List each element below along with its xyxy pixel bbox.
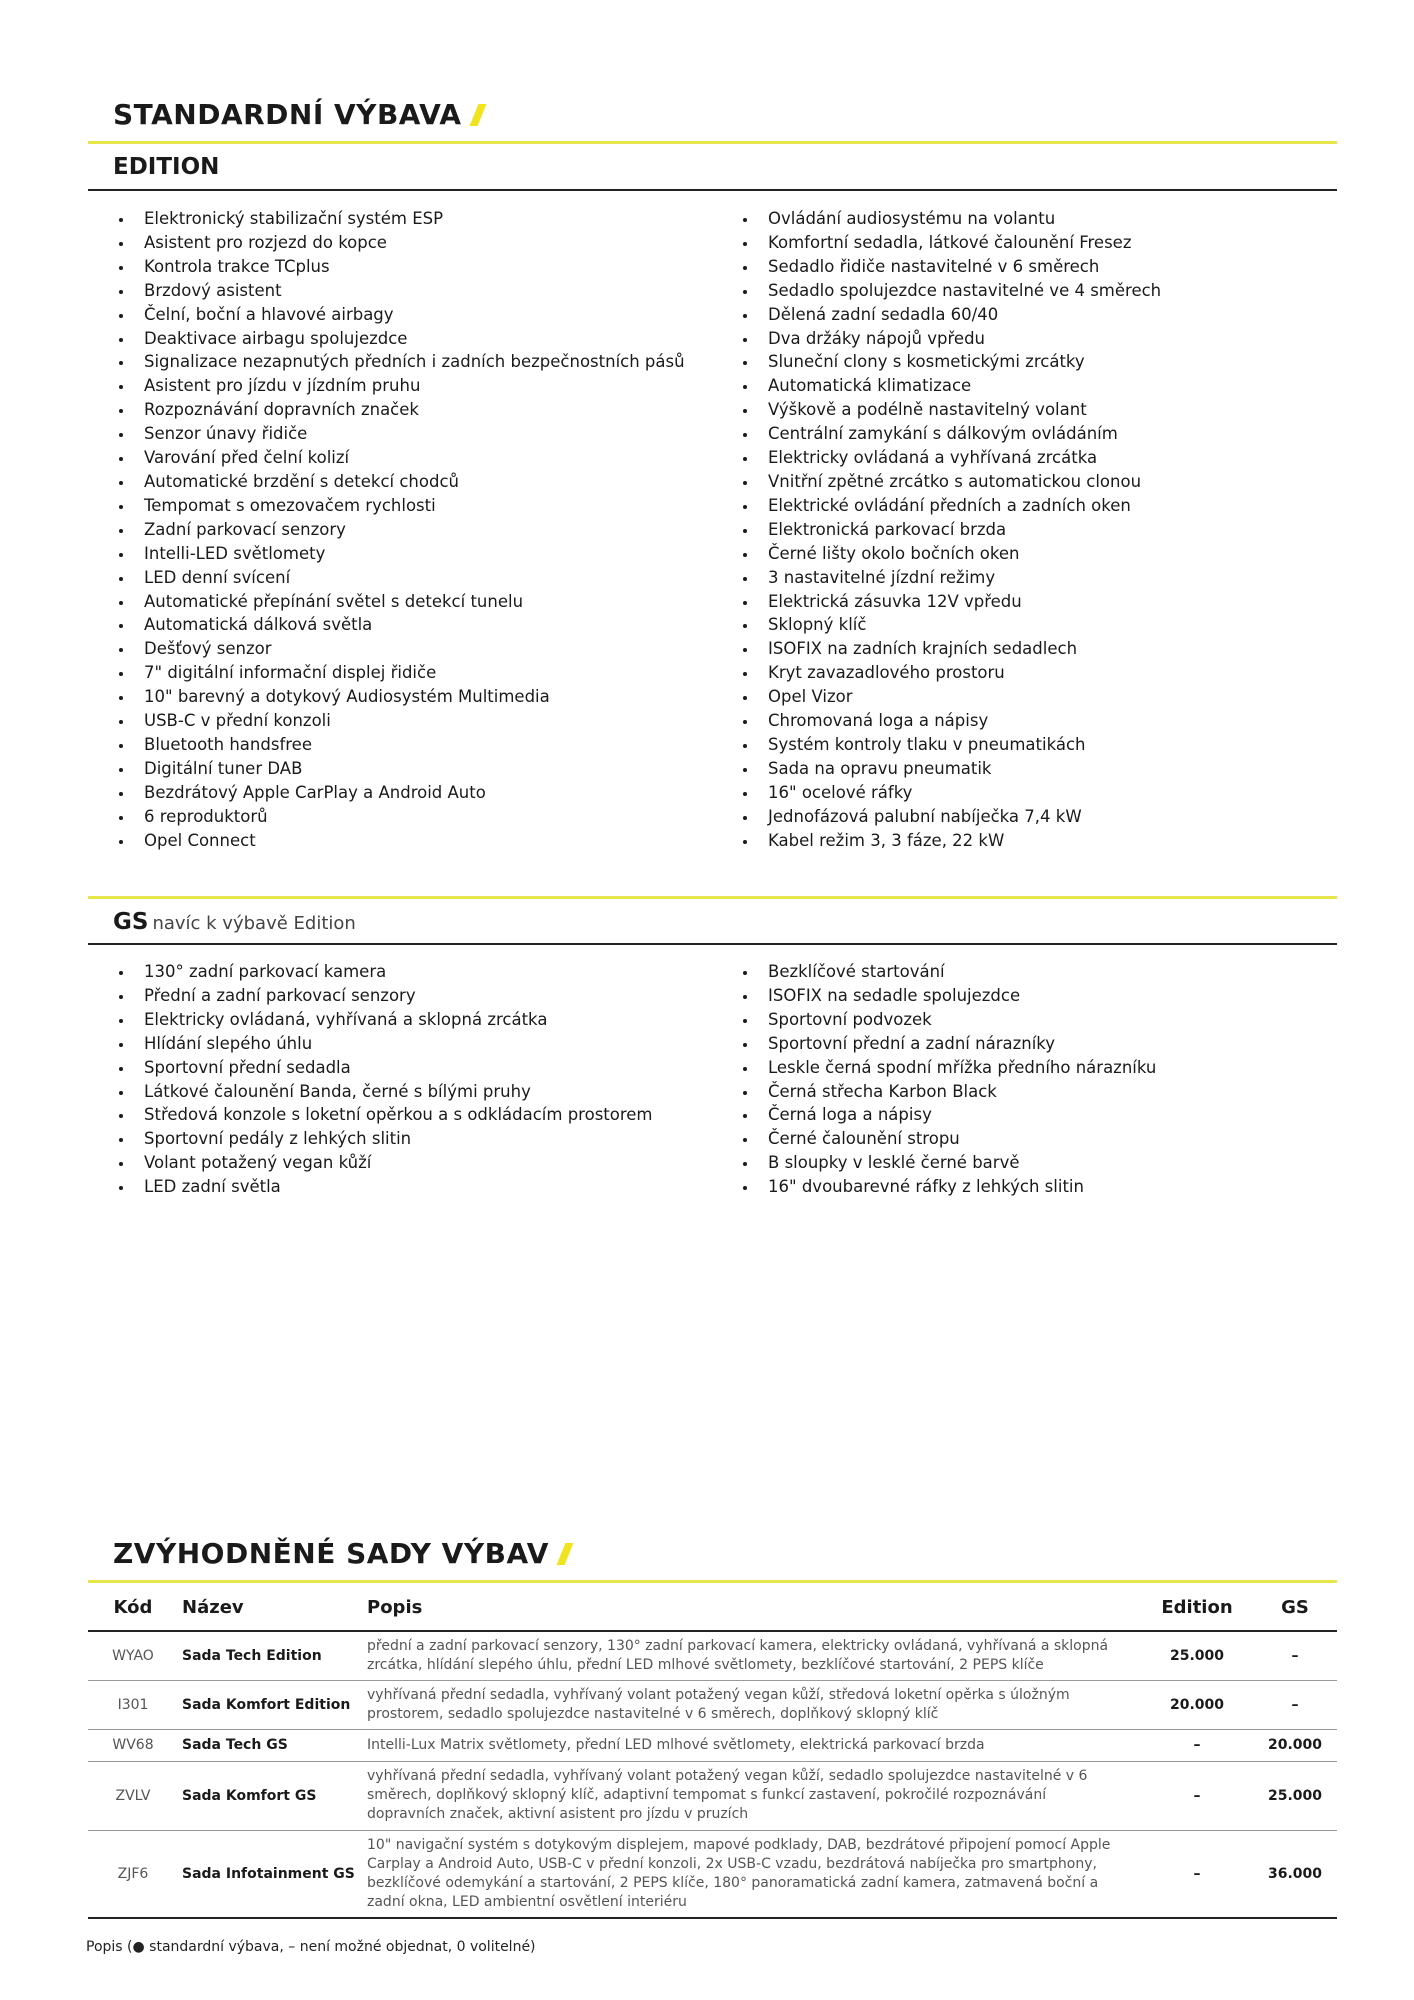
- list-item: Komfortní sedadla, látkové čalounění Fresez: [740, 231, 1161, 255]
- list-item: Sklopný klíč: [740, 613, 1161, 637]
- gs-price-cell: 36.000: [1253, 1830, 1337, 1918]
- list-item: Digitální tuner DAB: [116, 757, 685, 781]
- list-item: Brzdový asistent: [116, 279, 685, 303]
- list-item: Volant potažený vegan kůží: [116, 1151, 653, 1175]
- list-item: Asistent pro rozjezd do kopce: [116, 231, 685, 255]
- list-item: Kontrola trakce TCplus: [116, 255, 685, 279]
- list-item: Sedadlo spolujezdce nastavitelné ve 4 směrech: [740, 279, 1161, 303]
- col-desc: Popis: [367, 1594, 1141, 1631]
- list-item: Senzor únavy řidiče: [116, 422, 685, 446]
- list-item: Vnitřní zpětné zrcátko s automatickou clonou: [740, 470, 1161, 494]
- list-item: Elektrická zásuvka 12V vpředu: [740, 590, 1161, 614]
- list-item: Sportovní podvozek: [740, 1008, 1156, 1032]
- list-item: Zadní parkovací senzory: [116, 518, 685, 542]
- code-cell: I301: [88, 1680, 178, 1729]
- list-item: ISOFIX na sedadle spolujezdce: [740, 984, 1156, 1008]
- list-item: Chromovaná loga a nápisy: [740, 709, 1161, 733]
- list-item: Výškově a podélně nastavitelný volant: [740, 398, 1161, 422]
- edition-list-left: [116, 207, 685, 852]
- list-item: Signalizace nezapnutých předních i zadních bezpečnostních pásů: [116, 350, 685, 374]
- table-row: [88, 1680, 1337, 1729]
- accent-divider: [88, 1580, 1337, 1583]
- code-cell: WYAO: [88, 1631, 178, 1680]
- packages-table: [88, 1594, 1337, 1919]
- list-item: Černé lišty okolo bočních oken: [740, 542, 1161, 566]
- list-item: Automatická klimatizace: [740, 374, 1161, 398]
- list-item: USB-C v přední konzoli: [116, 709, 685, 733]
- gs-heading: [113, 909, 356, 935]
- edition-price-cell: 20.000: [1141, 1680, 1253, 1729]
- list-item: Sluneční clony s kosmetickými zrcátky: [740, 350, 1161, 374]
- list-item: 16" ocelové ráfky: [740, 781, 1161, 805]
- col-code: Kód: [88, 1594, 178, 1631]
- list-item: Automatická dálková světla: [116, 613, 685, 637]
- desc-cell: vyhřívaná přední sedadla, vyhřívaný volant potažený vegan kůží, středová loketní opěrka s úložným prostorem, sedadlo spolujezdce nastavitelné v 6 směrech, doplňkový sklopný klíč: [367, 1680, 1141, 1729]
- accent-divider: [88, 896, 1337, 899]
- list-item: Přední a zadní parkovací senzory: [116, 984, 653, 1008]
- list-item: ISOFIX na zadních krajních sedadlech: [740, 637, 1161, 661]
- list-item: Elektronický stabilizační systém ESP: [116, 207, 685, 231]
- list-item: Černé čalounění stropu: [740, 1127, 1156, 1151]
- name-cell: Sada Komfort Edition: [178, 1680, 367, 1729]
- list-item: Automatické brzdění s detekcí chodců: [116, 470, 685, 494]
- name-cell: Sada Komfort GS: [178, 1761, 367, 1830]
- accent-divider: [88, 141, 1337, 144]
- list-item: Deaktivace airbagu spolujezdce: [116, 327, 685, 351]
- list-item: Látkové čalounění Banda, černé s bílými pruhy: [116, 1080, 653, 1104]
- list-item: LED denní svícení: [116, 566, 685, 590]
- list-item: 7" digitální informační displej řidiče: [116, 661, 685, 685]
- list-item: Elektrické ovládání předních a zadních oken: [740, 494, 1161, 518]
- list-item: 10" barevný a dotykový Audiosystém Multimedia: [116, 685, 685, 709]
- col-edition: Edition: [1141, 1594, 1253, 1631]
- edition-list-right: [740, 207, 1161, 852]
- list-item: 130° zadní parkovací kamera: [116, 960, 653, 984]
- name-cell: Sada Infotainment GS: [178, 1830, 367, 1918]
- list-item: Černá loga a nápisy: [740, 1103, 1156, 1127]
- col-name: Název: [178, 1594, 367, 1631]
- gs-divider: [88, 943, 1337, 945]
- code-cell: ZJF6: [88, 1830, 178, 1918]
- list-item: Intelli-LED světlomety: [116, 542, 685, 566]
- list-item: Kryt zavazadlového prostoru: [740, 661, 1161, 685]
- desc-cell: přední a zadní parkovací senzory, 130° zadní parkovací kamera, elektricky ovládaná, vyhřívaná a sklopná zrcátka, hlídání slepého úhlu, přední LED mlhové světlomety, bezklíčové startování, 2 PEPS klíče: [367, 1631, 1141, 1680]
- list-item: Sada na opravu pneumatik: [740, 757, 1161, 781]
- list-item: 16" dvoubarevné ráfky z lehkých slitin: [740, 1175, 1156, 1199]
- name-cell: Sada Tech Edition: [178, 1631, 367, 1680]
- section-title-text: STANDARDNÍ VÝBAVA: [113, 98, 462, 131]
- gs-price-cell: –: [1253, 1680, 1337, 1729]
- list-item: B sloupky v lesklé černé barvě: [740, 1151, 1156, 1175]
- section-title-text: ZVÝHODNĚNÉ SADY VÝBAV: [113, 1537, 549, 1570]
- gs-heading-label: GS: [113, 909, 149, 935]
- list-item: Dělená zadní sedadla 60/40: [740, 303, 1161, 327]
- name-cell: Sada Tech GS: [178, 1729, 367, 1761]
- list-item: Sportovní pedály z lehkých slitin: [116, 1127, 653, 1151]
- section-title-standard: [113, 98, 482, 131]
- edition-price-cell: –: [1141, 1729, 1253, 1761]
- gs-price-cell: 20.000: [1253, 1729, 1337, 1761]
- list-item: Jednofázová palubní nabíječka 7,4 kW: [740, 805, 1161, 829]
- list-item: Opel Connect: [116, 829, 685, 853]
- list-item: Centrální zamykání s dálkovým ovládáním: [740, 422, 1161, 446]
- section-title-packages: [113, 1537, 569, 1570]
- desc-cell: vyhřívaná přední sedadla, vyhřívaný volant potažený vegan kůží, sedadlo spolujezdce nastavitelné v 6 směrech, doplňkový sklopný klíč, adaptivní tempomat s funkcí zastavení, pokročilé rozpoznávání dopravních značek, aktivní asistent pro jízdu v pruzích: [367, 1761, 1141, 1830]
- list-item: Středová konzole s loketní opěrkou a s odkládacím prostorem: [116, 1103, 653, 1127]
- list-item: Elektronická parkovací brzda: [740, 518, 1161, 542]
- table-row: [88, 1729, 1337, 1761]
- list-item: Sportovní přední a zadní nárazníky: [740, 1032, 1156, 1056]
- desc-cell: 10" navigační systém s dotykovým displejem, mapové podklady, DAB, bezdrátové připojení pomocí Apple Carplay a Android Auto, USB-C v přední konzoli, 2x USB-C vzadu, bezdrátová nabíječka pro smartphony, bezklíčové odemykání a startování, 2 PEPS klíče, 180° panoramatická zadní kamera, zatmavená boční a zadní okna, LED ambientní osvětlení interiéru: [367, 1830, 1141, 1918]
- gs-subheading: navíc k výbavě Edition: [152, 913, 356, 934]
- list-item: Varování před čelní kolizí: [116, 446, 685, 470]
- gs-price-cell: –: [1253, 1631, 1337, 1680]
- list-item: Černá střecha Karbon Black: [740, 1080, 1156, 1104]
- list-item: Čelní, boční a hlavové airbagy: [116, 303, 685, 327]
- edition-price-cell: –: [1141, 1830, 1253, 1918]
- edition-heading: EDITION: [113, 154, 220, 180]
- accent-slash-icon: [556, 1543, 573, 1565]
- code-cell: ZVLV: [88, 1761, 178, 1830]
- list-item: Ovládání audiosystému na volantu: [740, 207, 1161, 231]
- col-gs: GS: [1253, 1594, 1337, 1631]
- list-item: Dešťový senzor: [116, 637, 685, 661]
- list-item: Asistent pro jízdu v jízdním pruhu: [116, 374, 685, 398]
- edition-price-cell: 25.000: [1141, 1631, 1253, 1680]
- list-item: Hlídání slepého úhlu: [116, 1032, 653, 1056]
- list-item: Bezklíčové startování: [740, 960, 1156, 984]
- legend: Popis (● standardní výbava, – není možné objednat, 0 volitelné): [86, 1939, 536, 1955]
- edition-divider: [88, 189, 1337, 191]
- list-item: Elektricky ovládaná a vyhřívaná zrcátka: [740, 446, 1161, 470]
- list-item: Automatické přepínání světel s detekcí tunelu: [116, 590, 685, 614]
- list-item: Kabel režim 3, 3 fáze, 22 kW: [740, 829, 1161, 853]
- list-item: 3 nastavitelné jízdní režimy: [740, 566, 1161, 590]
- list-item: Sportovní přední sedadla: [116, 1056, 653, 1080]
- list-item: Opel Vizor: [740, 685, 1161, 709]
- gs-list-right: [740, 960, 1156, 1199]
- list-item: Sedadlo řidiče nastavitelné v 6 směrech: [740, 255, 1161, 279]
- accent-slash-icon: [469, 104, 486, 126]
- list-item: Bezdrátový Apple CarPlay a Android Auto: [116, 781, 685, 805]
- code-cell: WV68: [88, 1729, 178, 1761]
- list-item: Systém kontroly tlaku v pneumatikách: [740, 733, 1161, 757]
- table-row: [88, 1631, 1337, 1680]
- desc-cell: Intelli-Lux Matrix světlomety, přední LED mlhové světlomety, elektrická parkovací brzda: [367, 1729, 1141, 1761]
- list-item: Leskle černá spodní mřížka předního nárazníku: [740, 1056, 1156, 1080]
- table-header-row: [88, 1594, 1337, 1631]
- gs-price-cell: 25.000: [1253, 1761, 1337, 1830]
- table-row: [88, 1830, 1337, 1918]
- list-item: 6 reproduktorů: [116, 805, 685, 829]
- list-item: LED zadní světla: [116, 1175, 653, 1199]
- edition-price-cell: –: [1141, 1761, 1253, 1830]
- table-row: [88, 1761, 1337, 1830]
- list-item: Rozpoznávání dopravních značek: [116, 398, 685, 422]
- list-item: Bluetooth handsfree: [116, 733, 685, 757]
- gs-list-left: [116, 960, 653, 1199]
- list-item: Tempomat s omezovačem rychlosti: [116, 494, 685, 518]
- list-item: Elektricky ovládaná, vyhřívaná a sklopná zrcátka: [116, 1008, 653, 1032]
- list-item: Dva držáky nápojů vpředu: [740, 327, 1161, 351]
